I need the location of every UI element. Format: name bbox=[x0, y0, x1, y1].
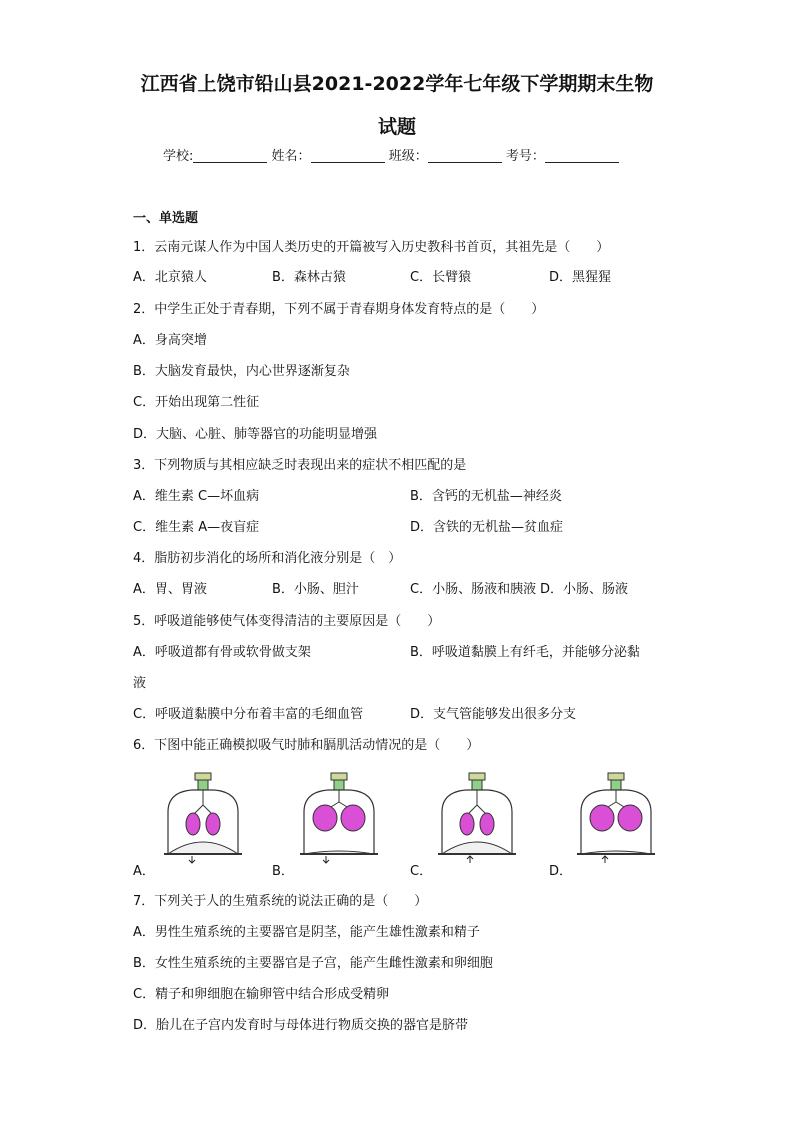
q5-option-b[interactable]: B．呼吸道黏膜上有纤毛，并能够分泌黏 bbox=[410, 645, 640, 660]
q5-option-b-continued: 液 bbox=[133, 676, 147, 691]
q2-option-b[interactable]: B．大脑发育最快，内心世界逐渐复杂 bbox=[133, 364, 350, 379]
number-blank[interactable] bbox=[545, 148, 619, 163]
q7-option-d[interactable]: D．胎儿在子宫内发育时与母体进行物质交换的器官是脐带 bbox=[133, 1018, 469, 1033]
q1-option-a[interactable]: A．北京猿人 bbox=[133, 270, 207, 285]
class-blank[interactable] bbox=[428, 148, 502, 163]
q4-stem: 4．脂肪初步消化的场所和消化液分别是（ ） bbox=[133, 551, 402, 566]
bell-jar-model-a[interactable] bbox=[160, 772, 246, 864]
section-heading: 一、单选题 bbox=[133, 211, 199, 226]
page-title-line1: 江西省上饶市铅山县2021-2022学年七年级下学期期末生物 bbox=[140, 73, 654, 95]
name-blank[interactable] bbox=[311, 148, 385, 163]
q3-option-b[interactable]: B．含钙的无机盐—神经炎 bbox=[410, 489, 562, 504]
bell-jar-b-icon bbox=[296, 772, 382, 864]
q4-option-a[interactable]: A．胃、胃液 bbox=[133, 582, 207, 597]
q4-option-b[interactable]: B．小肠、胆汁 bbox=[272, 582, 359, 597]
q2-option-a[interactable]: A．身高突增 bbox=[133, 333, 207, 348]
bell-jar-a-icon bbox=[160, 772, 246, 864]
q6-option-c[interactable]: C． bbox=[410, 864, 433, 879]
q3-option-d[interactable]: D．含铁的无机盐—贫血症 bbox=[410, 520, 564, 535]
q6-option-d[interactable]: D． bbox=[549, 864, 573, 879]
q6-option-b[interactable]: B． bbox=[272, 864, 294, 879]
q4-option-c[interactable]: C．小肠、肠液和胰液 bbox=[410, 582, 537, 597]
q2-option-c[interactable]: C．开始出现第二性征 bbox=[133, 395, 260, 410]
q2-option-d[interactable]: D．大脑、心脏、肺等器官的功能明显增强 bbox=[133, 427, 378, 442]
q7-stem: 7．下列关于人的生殖系统的说法正确的是（ ） bbox=[133, 894, 428, 909]
number-label: 考号： bbox=[505, 149, 545, 164]
q7-option-b[interactable]: B．女性生殖系统的主要器官是子宫，能产生雌性激素和卵细胞 bbox=[133, 956, 493, 971]
q5-option-c[interactable]: C．呼吸道黏膜中分布着丰富的毛细血管 bbox=[133, 707, 364, 722]
q3-option-c[interactable]: C．维生素 A—夜盲症 bbox=[133, 520, 260, 535]
q5-stem: 5．呼吸道能够使气体变得清洁的主要原因是（ ） bbox=[133, 614, 441, 629]
q6-stem: 6．下图中能正确模拟吸气时肺和膈肌活动情况的是（ ） bbox=[133, 738, 480, 753]
student-info-row bbox=[163, 145, 619, 164]
q3-stem: 3．下列物质与其相应缺乏时表现出来的症状不相匹配的是 bbox=[133, 458, 467, 473]
q7-option-c[interactable]: C．精子和卵细胞在输卵管中结合形成受精卵 bbox=[133, 987, 390, 1002]
q4-option-d[interactable]: D．小肠、肠液 bbox=[540, 582, 629, 597]
q1-option-b[interactable]: B．森林古猿 bbox=[272, 270, 346, 285]
page-title-line2: 试题 bbox=[377, 116, 416, 138]
q5-option-d[interactable]: D．支气管能够发出很多分支 bbox=[410, 707, 577, 722]
name-label: 姓名： bbox=[271, 149, 311, 164]
q2-stem: 2．中学生正处于青春期，下列不属于青春期身体发育特点的是（ ） bbox=[133, 302, 545, 317]
q3-option-a[interactable]: A．维生素 C—坏血病 bbox=[133, 489, 260, 504]
bell-jar-c-icon bbox=[434, 772, 520, 864]
q7-option-a[interactable]: A．男性生殖系统的主要器官是阴茎，能产生雄性激素和精子 bbox=[133, 925, 480, 940]
bell-jar-d-icon bbox=[573, 772, 659, 864]
school-blank[interactable] bbox=[193, 148, 267, 163]
class-label: 班级： bbox=[388, 149, 428, 164]
q1-option-d[interactable]: D．黑猩猩 bbox=[549, 270, 612, 285]
bell-jar-model-c[interactable] bbox=[434, 772, 520, 864]
school-label: 学校: bbox=[163, 149, 194, 164]
bell-jar-model-d[interactable] bbox=[573, 772, 659, 864]
q6-option-a[interactable]: A． bbox=[133, 864, 155, 879]
q5-option-a[interactable]: A．呼吸道都有骨或软骨做支架 bbox=[133, 645, 311, 660]
q1-option-c[interactable]: C．长臂猿 bbox=[410, 270, 472, 285]
q1-stem: 1．云南元谋人作为中国人类历史的开篇被写入历史教科书首页，其祖先是（ ） bbox=[133, 240, 610, 255]
bell-jar-model-b[interactable] bbox=[296, 772, 382, 864]
